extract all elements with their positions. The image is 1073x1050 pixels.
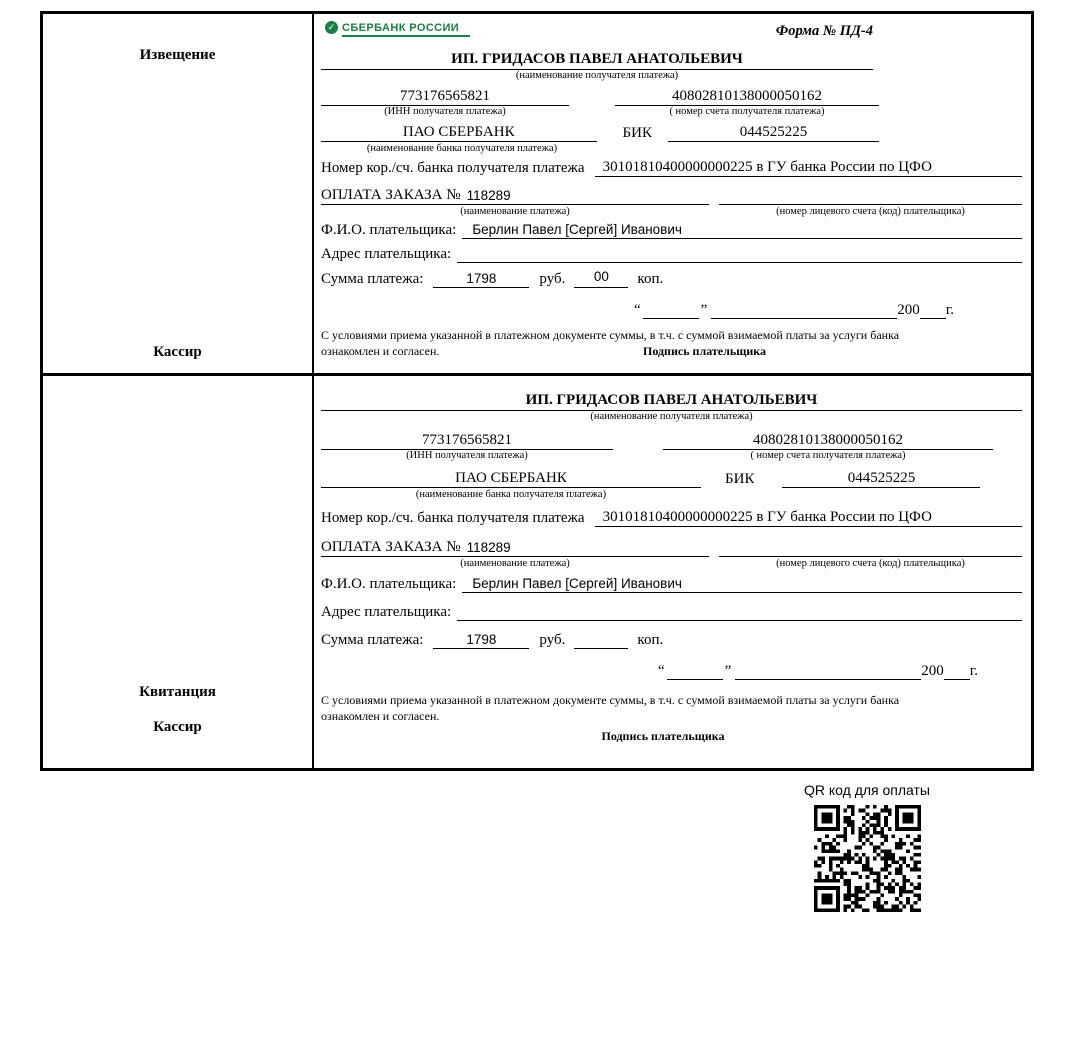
inn-value: 773176565821 [321,88,569,106]
payer-address-blank [457,602,1022,621]
corr-account-value: 30101810400000000225 в ГУ банка России по ЦФО [595,159,1022,177]
payer-name-label: Ф.И.О. плательщика: [321,222,457,238]
personal-account-caption: (номер лицевого счета (код) плательщика) [776,558,965,569]
purpose-caption: (наименование платежа) [460,558,570,569]
sberbank-logo-underline [342,35,470,37]
payer-address-blank [457,244,1022,263]
purpose-value: 118289 [466,188,511,203]
account-value: 40802810138000050162 [663,432,993,450]
sum-rub-value: 1798 [433,271,529,288]
purpose-value: 118289 [466,540,511,555]
date-year-prefix: 200 [921,663,944,679]
receipt-section [43,373,1031,768]
payee-name: ИП. ГРИДАСОВ ПАВЕЛ АНАТОЛЬЕВИЧ [321,392,1022,411]
date-quote-open: “ [657,663,665,679]
payer-name-label: Ф.И.О. плательщика: [321,576,457,592]
payer-address-label: Адрес плательщика: [321,604,452,620]
receipt-side-column [43,376,314,768]
date-row [321,300,954,319]
agreement-block [321,693,945,724]
corr-account-label: Номер кор./сч. банка получателя платежа [321,160,585,176]
personal-account-blank [719,538,1022,557]
notice-side-column [43,14,314,373]
rub-label: руб. [539,632,566,648]
notice-header-row [321,19,873,51]
qr-code [814,805,921,912]
notice-label: Извещение [139,47,216,63]
date-year-suffix: г. [945,302,954,318]
date-quote-close: ” [724,663,732,679]
receipt-form [314,376,1031,768]
sberbank-logo-icon: ✓ [325,21,338,34]
account-value: 40802810138000050162 [615,88,879,106]
account-caption: ( номер счета получателя платежа) [669,106,825,117]
date-month-blank [711,300,897,319]
account-caption: ( номер счета получателя платежа) [750,450,906,461]
bik-value: 044525225 [782,470,980,488]
date-year-prefix: 200 [897,302,920,318]
personal-account-blank [719,186,1022,205]
sberbank-logo [321,19,470,37]
payee-block [321,51,873,81]
agreement-text: С условиями приема указанной в платежном документе суммы, в т.ч. с суммой взимаемой платы за услуги банка ознакомлен и согласен. [321,328,900,358]
rub-label: руб. [539,271,566,287]
notice-form [314,14,1031,373]
date-year-suffix: г. [969,663,978,679]
receipt-label: Квитанция [139,684,216,700]
inn-value: 773176565821 [321,432,613,450]
receipt-cashier-label: Кассир [153,719,202,735]
payer-address-label: Адрес плательщика: [321,246,452,262]
payee-name: ИП. ГРИДАСОВ ПАВЕЛ АНАТОЛЬЕВИЧ [321,51,873,70]
purpose-caption: (наименование платежа) [460,206,570,217]
qr-block [787,782,947,912]
payee-caption: (наименование получателя платежа) [515,70,679,81]
kop-label: коп. [637,271,664,287]
payer-signature-label: Подпись плательщика [643,343,766,358]
inn-caption: (ИНН получателя платежа) [384,106,506,117]
date-quote-close: ” [700,302,708,318]
sum-kop-value: 00 [574,269,628,288]
date-quote-open: “ [633,302,641,318]
payer-name-value: Берлин Павел [Сергей] Иванович [462,222,1022,239]
bik-label: БИК [622,125,652,141]
sberbank-logo-text: СБЕРБАНК РОССИИ [342,21,460,34]
qr-caption: QR код для оплаты [803,782,930,798]
date-day-blank [667,661,723,680]
agreement-block [321,328,945,359]
bik-value: 044525225 [668,124,879,142]
sum-label: Сумма платежа: [321,271,424,287]
date-row [321,661,978,680]
sum-rub-value: 1798 [433,632,529,649]
notice-section [43,14,1031,373]
corr-account-value: 30101810400000000225 в ГУ банка России по ЦФО [595,509,1022,527]
date-year-blank [944,661,970,680]
sum-kop-value [574,630,628,649]
bank-caption: (наименование банка получателя платежа) [366,143,558,154]
sum-label: Сумма платежа: [321,632,424,648]
notice-cashier-label: Кассир [153,344,202,360]
date-year-blank [920,300,946,319]
bank-name: ПАО СБЕРБАНК [321,124,597,142]
inn-caption: (ИНН получателя платежа) [406,450,528,461]
personal-account-caption: (номер лицевого счета (код) плательщика) [776,206,965,217]
bik-label: БИК [725,471,755,487]
payee-block [321,392,1022,422]
payer-signature-label: Подпись плательщика [601,729,725,744]
bank-name: ПАО СБЕРБАНК [321,470,701,488]
payee-caption: (наименование получателя платежа) [590,411,753,422]
agreement-text: С условиями приема указанной в платежном документе суммы, в т.ч. с суммой взимаемой платы за услуги банка ознакомлен и согласен. [321,693,900,723]
purpose-label: ОПЛАТА ЗАКАЗА № [321,539,461,555]
payer-name-value: Берлин Павел [Сергей] Иванович [462,576,1022,593]
form-number: Форма № ПД-4 [775,23,873,39]
bank-caption: (наименование банка получателя платежа) [415,489,607,500]
corr-account-label: Номер кор./сч. банка получателя платежа [321,510,585,526]
date-month-blank [735,661,921,680]
date-day-blank [643,300,699,319]
purpose-label: ОПЛАТА ЗАКАЗА № [321,187,461,203]
pd4-document [40,11,1034,771]
kop-label: коп. [637,632,664,648]
